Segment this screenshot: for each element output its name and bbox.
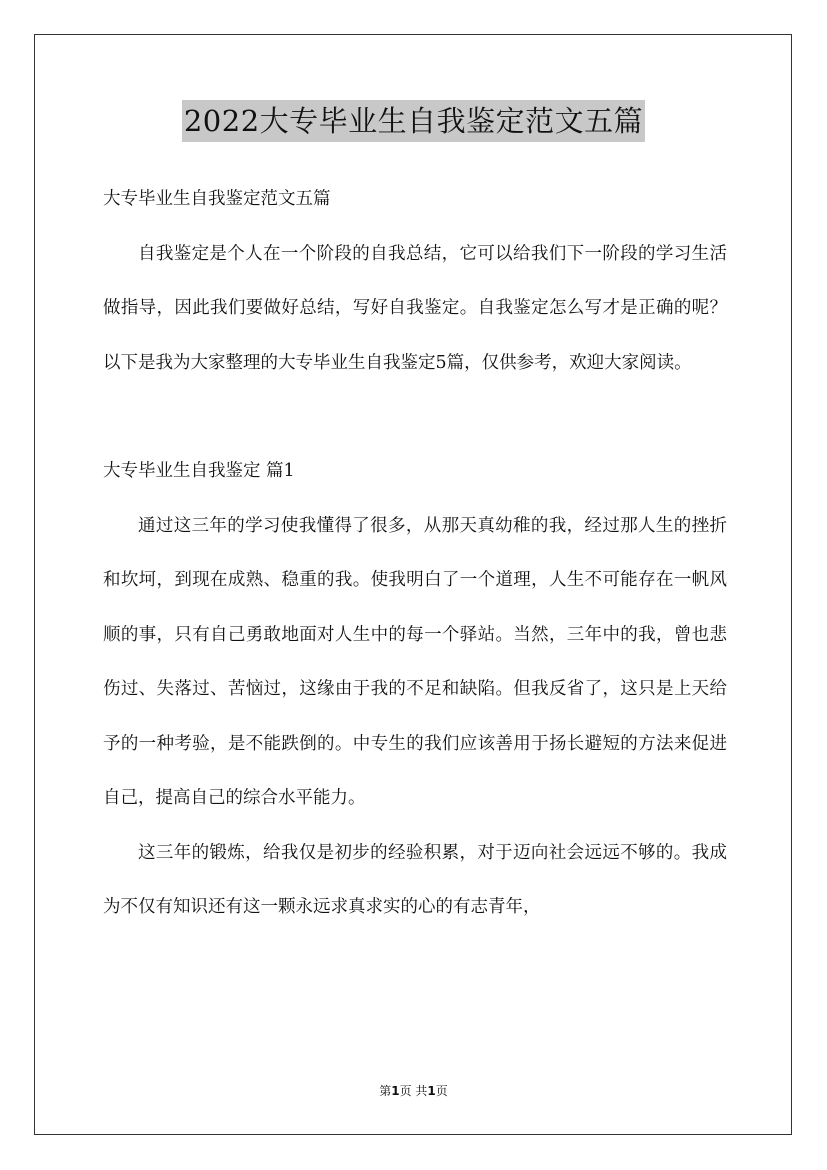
intro-paragraph: 自我鉴定是个人在一个阶段的自我总结，它可以给我们下一阶段的学习生活做指导，因此我们要做好总结，写好自我鉴定。自我鉴定怎么写才是正确的呢？以下是我为大家整理的大专毕业生自我鉴定5篇，仅供参考，欢迎大家阅读。 [103, 243, 727, 373]
document-subtitle: 大专毕业生自我鉴定范文五篇 [103, 189, 331, 209]
footer-page-total: 1 [427, 1084, 436, 1098]
body-paragraph-1: 通过这三年的学习使我懂得了很多，从那天真幼稚的我，经过那人生的挫折和坎坷，到现在成熟、稳重的我。使我明白了一个道理，人生不可能存在一帆风顺的事，只有自己勇敢地面对人生中的每一个驿站。当然，三年中的我，曾也悲伤过、失落过、苦恼过，这缘由于我的不足和缺陷。但我反省了，这只是上天给予的一种考验，是不能跌倒的。中专生的我们应该善用于扬长避短的方法来促进自己，提高自己的综合水平能力。 [103, 515, 727, 808]
footer-page-current: 1 [391, 1084, 400, 1098]
section-heading: 大专毕业生自我鉴定 篇1 [103, 461, 295, 481]
footer-page-mid: 页 共 [399, 1084, 428, 1098]
document-body [103, 172, 727, 935]
page-footer [0, 1083, 827, 1099]
body-paragraph-2: 这三年的锻炼，给我仅是初步的经验积累，对于迈向社会远远不够的。我成为不仅有知识还有这一颗永远求真求实的心的有志青年， [103, 842, 727, 917]
document-title: 2022大专毕业生自我鉴定范文五篇 [182, 100, 645, 142]
section-spacer [103, 390, 727, 444]
footer-page-prefix: 第 [379, 1084, 392, 1098]
title-container [0, 100, 827, 142]
footer-page-suffix: 页 [435, 1084, 448, 1098]
